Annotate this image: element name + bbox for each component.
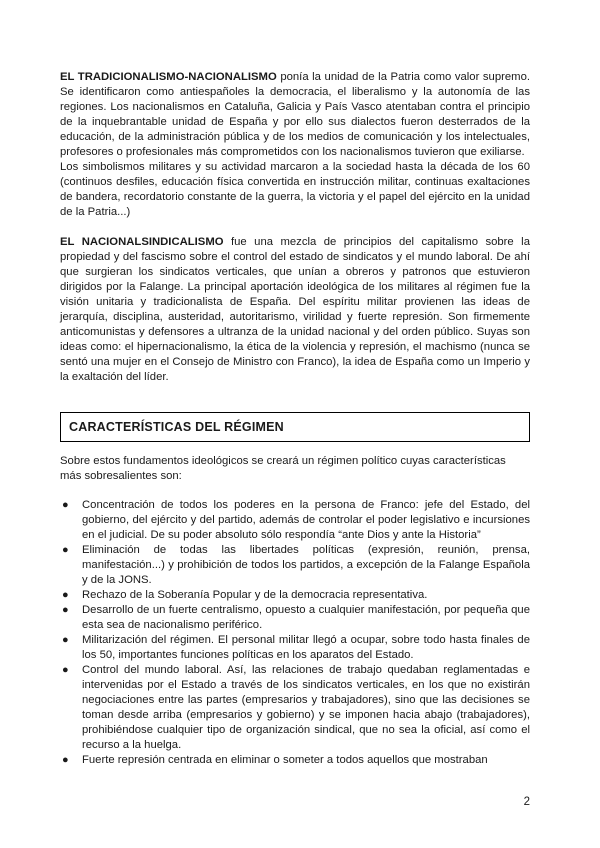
document-page [60, 70, 530, 768]
list-item [60, 753, 530, 768]
list-item [60, 498, 530, 543]
bullet-icon: ● [62, 664, 69, 676]
characteristics-list [60, 498, 530, 768]
list-item-text: Desarrollo de un fuerte centralismo, opuesto a cualquier manifestación, por pequeña que esta sea de nacionalismo periférico. [82, 604, 530, 631]
list-item [60, 663, 530, 753]
list-item-text: Rechazo de la Soberanía Popular y de la democracia representativa. [82, 589, 428, 601]
page-number: 2 [523, 796, 530, 808]
bullet-icon: ● [62, 634, 69, 646]
list-item-text: Concentración de todos los poderes en la persona de Franco: jefe del Estado, del gobierno, del ejército y del partido, además de controlar el poder legislativo e incursiones en el judicial. De su poder absoluto sólo respondía “ante Dios y ante la Historia” [82, 499, 530, 541]
section-heading: CARACTERÍSTICAS DEL RÉGIMEN [69, 420, 284, 434]
paragraph-simbolismos: Los simbolismos militares y su actividad marcaron a la sociedad hasta la década de los 60 (continuos desfiles, educación física convertida en instrucción militar, continuas exaltaciones de bandera, recordatorio constante de la guerra, la victoria y el papel del ejército en la unidad de la Patria...) [60, 161, 530, 218]
list-item-text: Control del mundo laboral. Así, las relaciones de trabajo quedaban reglamentadas e intervenidas por el Estado a través de los sindicatos verticales, en los que no existirán negociaciones entre las partes (empresarios y trabajadores), sino que las decisiones se toman desde arriba (empresarios y gobierno) y se imponen hacia abajo (trabajadores), prohibiéndose cualquier tipo de organización sindical, que no sea la oficial, así como el recurso a la huelga. [82, 664, 530, 751]
list-item-text: Militarización del régimen. El personal militar llegó a ocupar, sobre todo hasta finales de los 50, importantes funciones políticas en los aparatos del Estado. [82, 634, 530, 661]
spacer [60, 220, 530, 235]
list-item-text: Eliminación de todas las libertades políticas (expresión, reunión, prensa, manifestación...) y prohibición de todos los partidos, a excepción de la Falange Española y de la JONS. [82, 544, 530, 586]
list-item [60, 588, 530, 603]
bullet-icon: ● [62, 589, 69, 601]
list-item [60, 543, 530, 588]
intro-paragraph: Sobre estos fundamentos ideológicos se creará un régimen político cuyas características más sobresalientes son: [60, 455, 506, 482]
paragraph-tradicionalismo [60, 70, 530, 160]
list-item [60, 603, 530, 633]
section-heading-box [60, 412, 530, 442]
bullet-icon: ● [62, 544, 69, 556]
paragraph-nacionalsindicalismo [60, 235, 530, 385]
term-tradicionalismo: EL TRADICIONALISMO-NACIONALISMO [60, 71, 277, 83]
list-item [60, 633, 530, 663]
term-nacionalsindicalismo: EL NACIONALSINDICALISMO [60, 236, 224, 248]
bullet-icon: ● [62, 604, 69, 616]
bullet-icon: ● [62, 754, 69, 766]
bullet-icon: ● [62, 499, 69, 511]
text-tradicionalismo: ponía la unidad de la Patria como valor supremo. Se identificaron como antiespañoles la democracia, el liberalismo y la autonomía de las regiones. Los nacionalismos en Cataluña, Galicia y País Vasco atentaban contra el principio de la inquebrantable unidad de España y por ello sus dialectos fueron desterrados de la educación, de la administración pública y de los medios de comunicación y los intelectuales, profesores o profesionales más comprometidos con los nacionalismos tuvieron que exiliarse. [60, 71, 530, 158]
list-item-text: Fuerte represión centrada en eliminar o someter a todos aquellos que mostraban [82, 754, 488, 766]
text-nacionalsindicalismo: fue una mezcla de principios del capitalismo sobre la propiedad y del fascismo sobre el control del estado de sindicatos y el mundo laboral. De ahí que surgieran los sindicatos verticales, que unían a obreros y patronos que estuvieron dirigidos por la Falange. La principal aportación ideológica de los militares al régimen fue la visión unitaria y tradicionalista de España. Del espíritu militar provienen las ideas de jerarquía, disciplina, austeridad, autoritarismo, virilidad y fuerte represión. Son firmemente anticomunistas y defensores a ultranza de la unidad nacional y del orden público. Suyas son ideas como: el hipernacionalismo, la ética de la violencia y represión, el machismo (nunca se sentó una mujer en el Consejo de Ministro con Franco), la idea de España como un Imperio y la exaltación del líder. [60, 236, 530, 383]
